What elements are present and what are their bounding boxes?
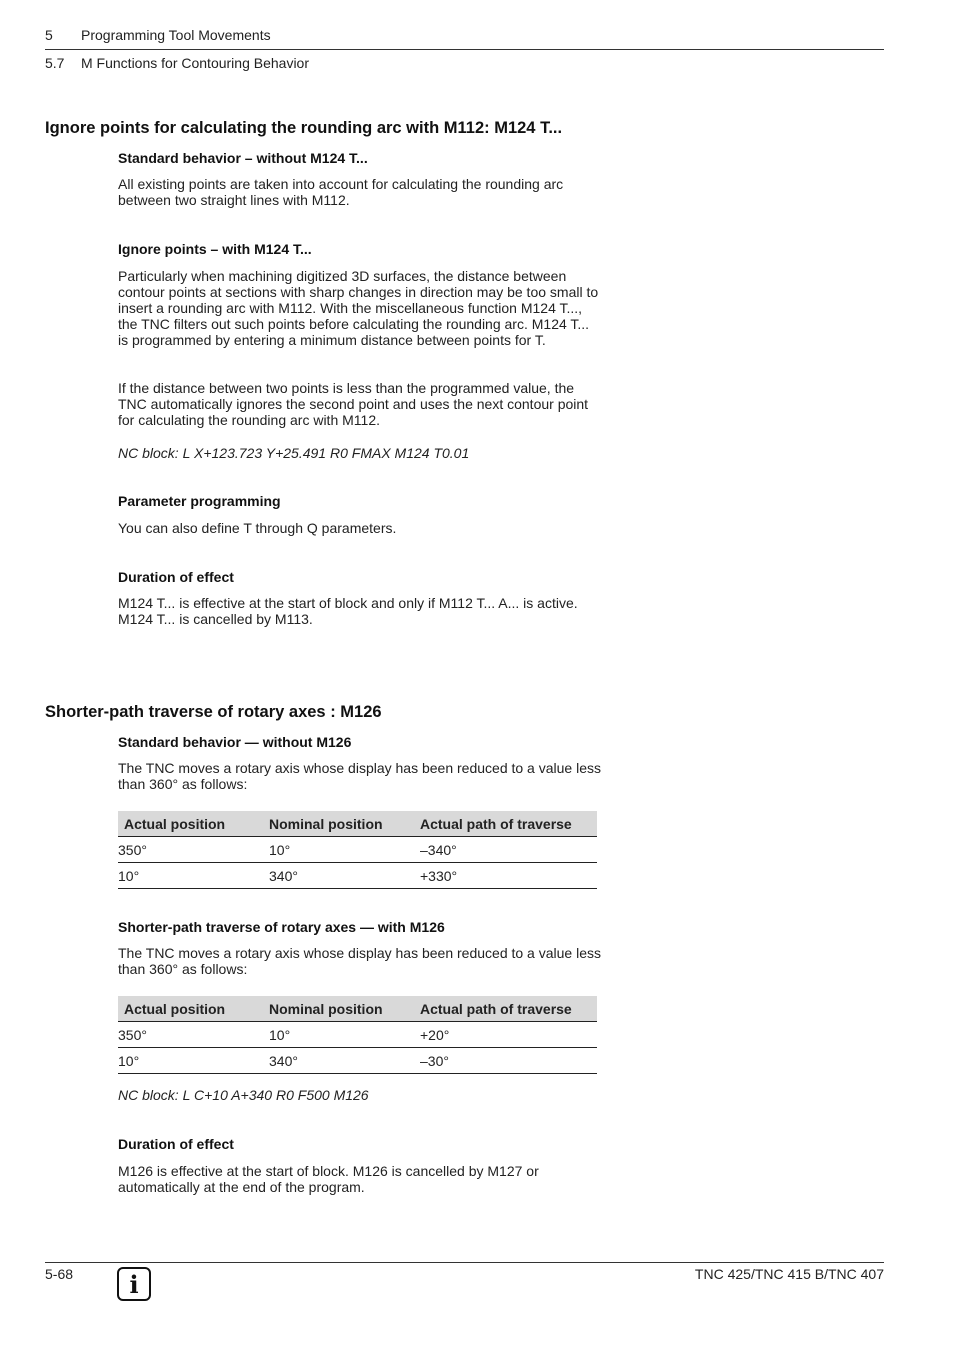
section2-sub1-text: The TNC moves a rotary axis whose display has been reduced to a value less than 360° as follows: — [118, 760, 601, 792]
section2-sub2-text: The TNC moves a rotary axis whose display has been reduced to a value less than 360° as follows: — [118, 945, 601, 977]
table-cell: 350° — [118, 837, 263, 863]
table-row — [118, 863, 597, 889]
section1-sub2-text1: Particularly when machining digitized 3D surfaces, the distance between contour points at sections with sharp changes in direction may be too small to insert a rounding arc with M112. With the miscellaneous function M124 T..., the TNC filters out such points before calculating the rounding arc. M124 T... is programmed by entering a minimum distance between points for T. — [118, 268, 599, 348]
section2-title: Shorter-path traverse of rotary axes : M126 — [45, 703, 382, 721]
table-row — [118, 1048, 597, 1074]
table-cell: 10° — [263, 1022, 414, 1048]
chapter-number: 5 — [45, 27, 53, 43]
section1-title: Ignore points for calculating the rounding arc with M112: M124 T... — [45, 119, 563, 137]
rotary-table-without-m126 — [118, 811, 597, 889]
table-row — [118, 837, 597, 863]
section2-nc-block: NC block: L C+10 A+340 R0 F500 M126 — [118, 1087, 369, 1103]
section1-sub4-text: M124 T... is effective at the start of block and only if M112 T... A... is active. M124 T... is cancelled by M113. — [118, 595, 578, 627]
table-cell: –30° — [414, 1048, 597, 1074]
section1-sub4-title: Duration of effect — [118, 569, 234, 585]
section1-sub1-title: Standard behavior – without M124 T... — [118, 150, 368, 166]
rotary-table-with-m126 — [118, 996, 597, 1074]
chapter-title: Programming Tool Movements — [81, 27, 271, 43]
table-header-row — [118, 811, 597, 837]
table-cell: +330° — [414, 863, 597, 889]
section2-sub3-title: Duration of effect — [118, 1136, 234, 1152]
section1-sub3-text: You can also define T through Q parameters. — [118, 520, 397, 536]
table-cell: 340° — [263, 863, 414, 889]
section-header — [45, 55, 309, 71]
section1-sub2-title: Ignore points – with M124 T... — [118, 241, 312, 257]
product-name: TNC 425/TNC 415 B/TNC 407 — [694, 1266, 884, 1282]
table-header-cell: Actual position — [118, 811, 263, 837]
table-cell: –340° — [414, 837, 597, 863]
info-glyph — [119, 1269, 149, 1299]
svg-text:i: i — [129, 1270, 139, 1299]
table-header-cell: Nominal position — [263, 996, 414, 1022]
footer-rule — [45, 1262, 884, 1263]
chapter-header — [45, 27, 271, 43]
section2-sub1-title: Standard behavior — without M126 — [118, 734, 352, 750]
table-cell: 340° — [263, 1048, 414, 1074]
section1-sub3-title: Parameter programming — [118, 493, 281, 509]
section2-sub2-title: Shorter-path traverse of rotary axes — with M126 — [118, 919, 445, 935]
table-header-cell: Nominal position — [263, 811, 414, 837]
table-cell: 10° — [118, 1048, 263, 1074]
table-row — [118, 1022, 597, 1048]
header-rule — [45, 49, 884, 50]
info-icon — [117, 1267, 151, 1301]
table-cell: 350° — [118, 1022, 263, 1048]
table-cell: +20° — [414, 1022, 597, 1048]
table-header-row — [118, 996, 597, 1022]
table-cell: 10° — [118, 863, 263, 889]
table-cell: 10° — [263, 837, 414, 863]
section-title: M Functions for Contouring Behavior — [81, 55, 309, 71]
section1-sub1-text: All existing points are taken into account for calculating the rounding arc between two straight lines with M112. — [118, 176, 564, 208]
table-header-cell: Actual path of traverse — [414, 996, 597, 1022]
page-number: 5-68 — [45, 1266, 74, 1282]
section1-nc-block: NC block: L X+123.723 Y+25.491 R0 FMAX M124 T0.01 — [118, 445, 470, 461]
section2-sub3-text: M126 is effective at the start of block. M126 is cancelled by M127 or automatically at the end of the program. — [118, 1163, 539, 1195]
section-number: 5.7 — [45, 55, 65, 71]
section1-sub2-text2: If the distance between two points is less than the programmed value, the TNC automatically ignores the second point and uses the next contour point for calculating the rounding arc with M112. — [118, 380, 589, 428]
table-header-cell: Actual position — [118, 996, 263, 1022]
table-header-cell: Actual path of traverse — [414, 811, 597, 837]
